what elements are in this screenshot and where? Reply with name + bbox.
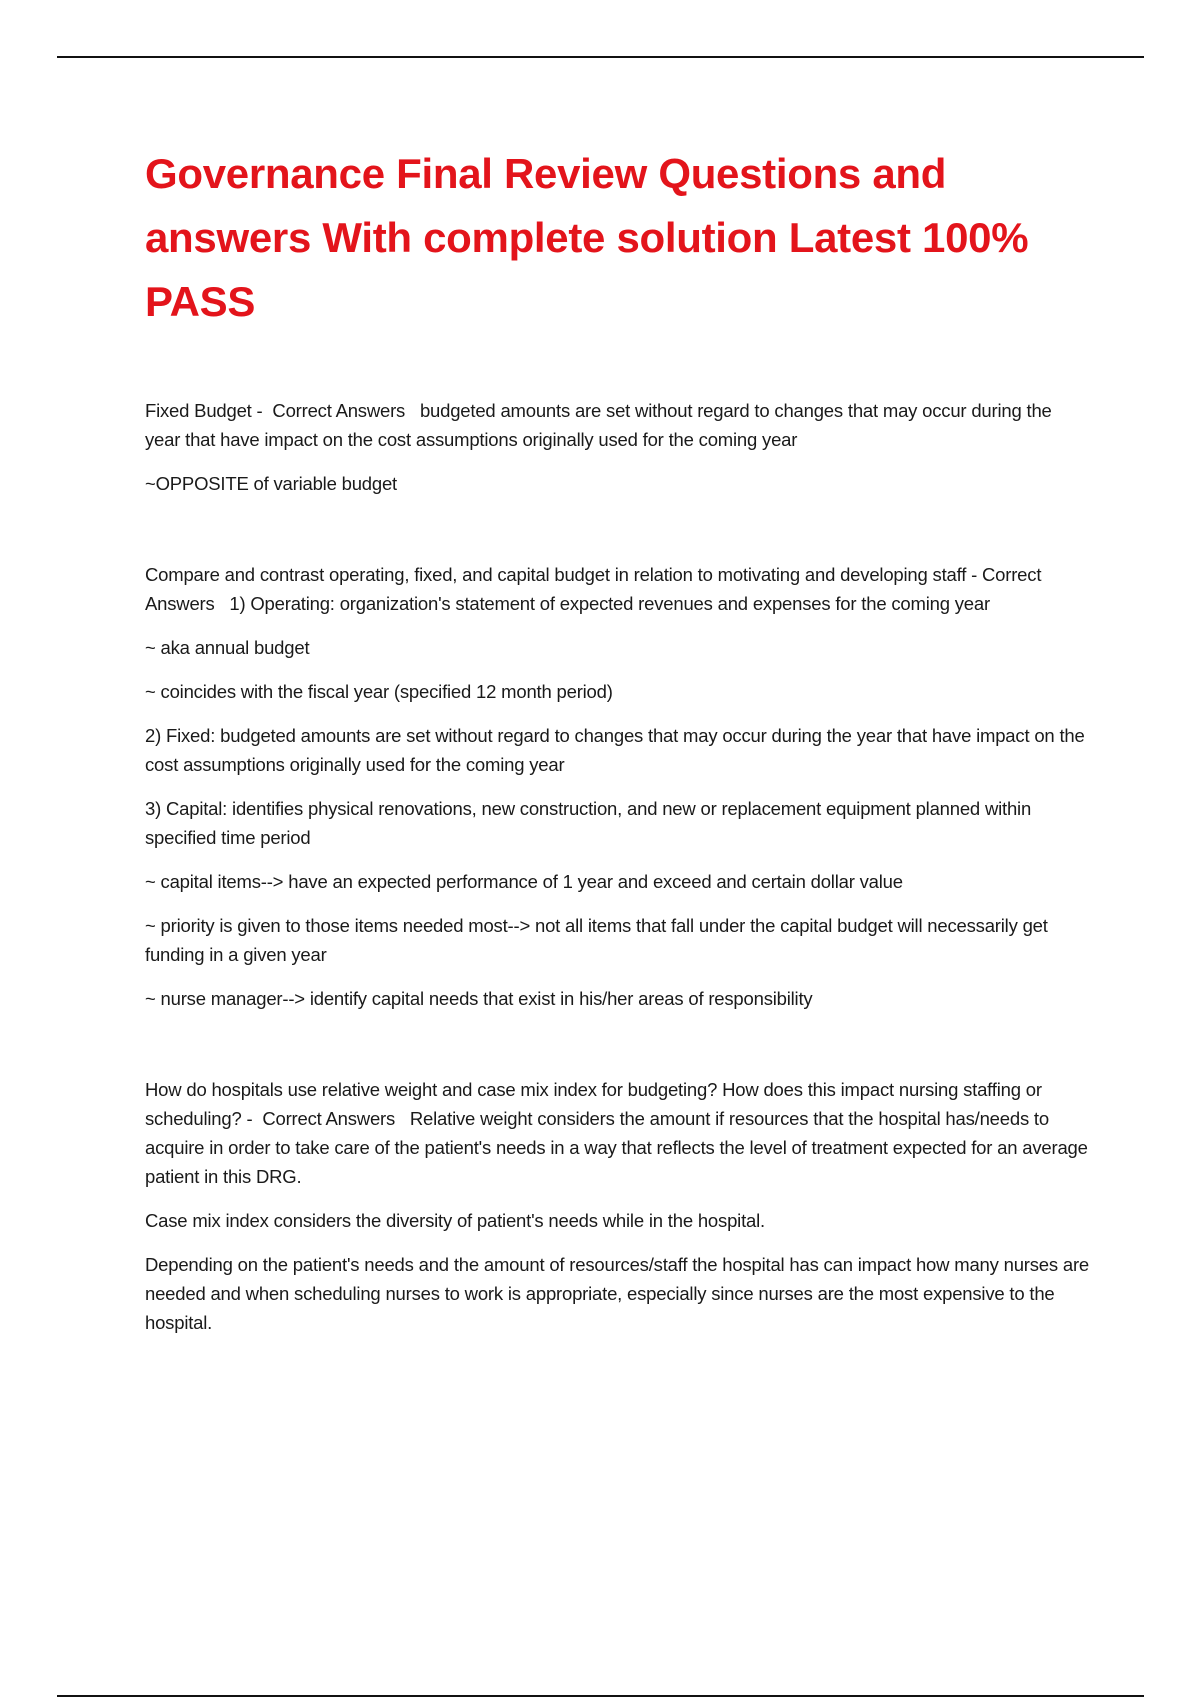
answer-label: Correct Answers: [262, 1108, 396, 1129]
qa-item-budget-comparison: [145, 560, 1090, 1013]
note-line: Case mix index considers the diversity of patient's needs while in the hospital.: [145, 1210, 765, 1231]
note-line: ~ aka annual budget: [145, 637, 310, 658]
footer-rule: [57, 1695, 1144, 1697]
note-line: 2) Fixed: budgeted amounts are set without regard to changes that may occur during the year that have impact on the cost assumptions originally used for the coming year: [145, 725, 1085, 775]
qa-paragraph: [145, 1075, 1090, 1191]
qa-item-fixed-budget: [145, 396, 1090, 498]
note-line: ~ priority is given to those items needed most--> not all items that fall under the capital budget will necessarily get funding in a given year: [145, 915, 1048, 965]
answer-text: 1) Operating: organization's statement of expected revenues and expenses for the coming year: [229, 593, 990, 614]
note-line: Depending on the patient's needs and the amount of resources/staff the hospital has can impact how many nurses are needed and when scheduling nurses to work is appropriate, especially since nurses are the most expensive to the hospital.: [145, 1254, 1090, 1333]
note-line: 3) Capital: identifies physical renovations, new construction, and new or replacement equipment planned within specified time period: [145, 798, 1032, 848]
question-text: How do hospitals use relative weight and case mix index for budgeting? How does this impact nursing staffing or scheduling? -: [145, 1079, 1042, 1129]
qa-paragraph: [145, 560, 1090, 618]
qa-paragraph: [145, 396, 1090, 454]
qa-item-relative-weight: [145, 1075, 1090, 1337]
question-text: Fixed Budget -: [145, 400, 263, 421]
answer-text: Relative weight considers the amount if resources that the hospital has/needs to acquire in order to take care of the patient's needs in a way that reflects the level of treatment expected for an average patient in this DRG.: [145, 1108, 1088, 1187]
note-line: ~ coincides with the fiscal year (specified 12 month period): [145, 681, 613, 702]
note-line: ~OPPOSITE of variable budget: [145, 473, 397, 494]
answer-label: Correct Answers: [145, 564, 1042, 614]
answer-text: budgeted amounts are set without regard to changes that may occur during the year that have impact on the cost assumptions originally used for the coming year: [145, 400, 1052, 450]
question-text: Compare and contrast operating, fixed, and capital budget in relation to motivating and developing staff -: [145, 564, 978, 585]
document-body: [145, 396, 1090, 1352]
header-rule: [57, 56, 1144, 58]
note-line: ~ nurse manager--> identify capital needs that exist in his/her areas of responsibility: [145, 988, 813, 1009]
answer-label: Correct Answers: [272, 400, 406, 421]
note-line: ~ capital items--> have an expected performance of 1 year and exceed and certain dollar value: [145, 871, 903, 892]
page-title: Governance Final Review Questions and answers With complete solution Latest 100% PASS: [145, 150, 1029, 325]
